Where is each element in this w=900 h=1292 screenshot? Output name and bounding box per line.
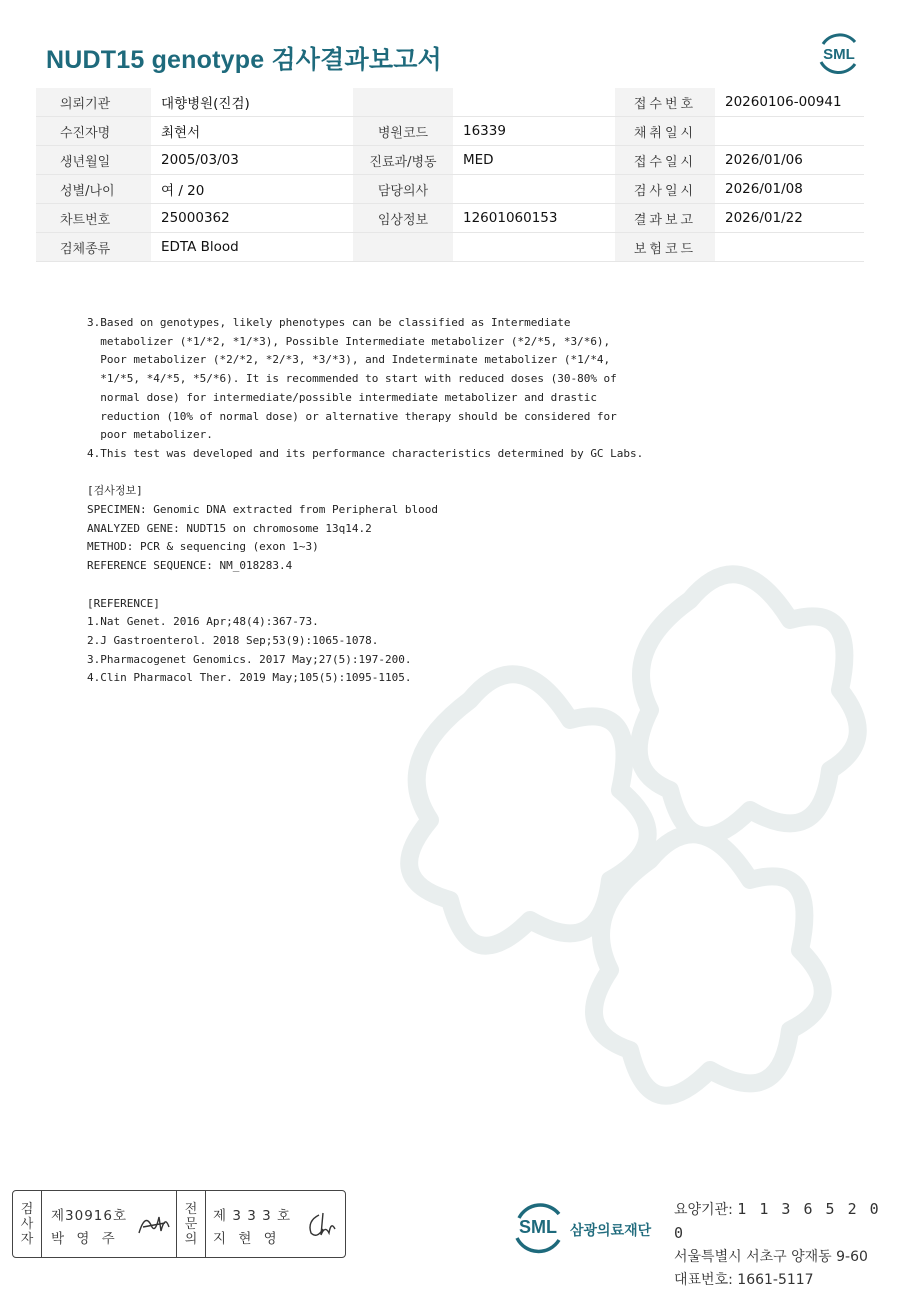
body-line: REFERENCE SEQUENCE: NM_018283.4 — [87, 559, 293, 573]
signature-stamp — [12, 1190, 346, 1258]
info-value — [453, 233, 615, 262]
info-value: MED — [453, 146, 615, 175]
info-row — [36, 146, 864, 175]
info-label: 접수번호 — [615, 88, 715, 117]
stamp-label-char: 검 — [20, 1201, 34, 1217]
sml-footer-logo-text: SML — [519, 1217, 557, 1237]
info-value — [715, 233, 864, 262]
info-value: 16339 — [453, 117, 615, 146]
foundation-name: 삼광의료재단 — [570, 1223, 652, 1239]
stamp-label-char: 전 — [184, 1201, 198, 1217]
body-line: ANALYZED GENE: NUDT15 on chromosome 13q14.2 — [87, 521, 372, 535]
body-line: 2.J Gastroenterol. 2018 Sep;53(9):1065-1078. — [87, 633, 379, 647]
body-line: [검사정보] — [87, 484, 143, 498]
body-line: metabolizer (*1/*2, *1/*3), Possible Intermediate metabolizer (*2/*5, *3/*6), — [87, 334, 611, 348]
info-row — [36, 233, 864, 262]
info-label: 의뢰기관 — [36, 88, 151, 117]
info-value: 여 / 20 — [151, 175, 353, 204]
body-line: Poor metabolizer (*2/*2, *2/*3, *3/*3), and Indeterminate metabolizer (*1/*4, — [87, 353, 611, 367]
body-line: *1/*5, *4/*5, *5/*6). It is recommended to start with reduced doses (30-80% of — [87, 372, 617, 386]
body-line — [87, 576, 727, 595]
stamp-label-char: 의 — [184, 1231, 198, 1247]
body-line — [87, 464, 727, 483]
body-line: 1.Nat Genet. 2016 Apr;48(4):367-73. — [87, 615, 319, 629]
info-label: 임상정보 — [353, 204, 453, 233]
info-value: 2005/03/03 — [151, 146, 353, 175]
body-line: 3.Based on genotypes, likely phenotypes can be classified as Intermediate — [87, 316, 571, 329]
info-label: 검사일시 — [615, 175, 715, 204]
info-value: 2026/01/22 — [715, 204, 864, 233]
patient-info-table — [36, 88, 864, 262]
report-title: NUDT15 genotype 검사결과보고서 — [46, 46, 442, 74]
info-label — [353, 88, 453, 117]
info-value — [453, 175, 615, 204]
info-value: 25000362 — [151, 204, 353, 233]
code-value: 1 1 3 6 5 2 0 0 — [674, 1200, 881, 1242]
inspector-signature — [135, 1205, 175, 1241]
info-value: 2026/01/06 — [715, 146, 864, 175]
info-label: 검체종류 — [36, 233, 151, 262]
info-value: 2026/01/08 — [715, 175, 864, 204]
info-row — [36, 117, 864, 146]
info-value: 최현서 — [151, 117, 353, 146]
phone-label: 대표번호: — [674, 1272, 733, 1288]
inspector-name: 박 영 주 — [51, 1231, 119, 1247]
specialist-name: 지 현 영 — [213, 1231, 281, 1247]
body-line: normal dose) for intermediate/possible intermediate metabolizer and drastic — [87, 390, 597, 404]
info-label: 수진자명 — [36, 117, 151, 146]
info-value — [453, 88, 615, 117]
body-line: reduction (10% of normal dose) or alternative therapy should be considered for — [87, 409, 617, 423]
body-line: 4.This test was developed and its performance characteristics determined by GC Labs. — [87, 446, 644, 460]
info-label: 생년월일 — [36, 146, 151, 175]
info-label: 결과보고 — [615, 204, 715, 233]
info-row — [36, 204, 864, 233]
info-value: 20260106-00941 — [715, 88, 864, 117]
stamp-label-char: 문 — [184, 1216, 198, 1232]
body-line: [REFERENCE] — [87, 596, 160, 610]
info-label: 접수일시 — [615, 146, 715, 175]
info-label: 병원코드 — [353, 117, 453, 146]
specialist-label — [176, 1191, 206, 1257]
info-value: EDTA Blood — [151, 233, 353, 262]
code-label: 요양기관: — [674, 1202, 733, 1218]
report-body — [87, 314, 727, 688]
body-line: 4.Clin Pharmacol Ther. 2019 May;105(5):1095-1105. — [87, 671, 412, 685]
stamp-label-char: 자 — [20, 1231, 34, 1247]
info-label: 성별/나이 — [36, 175, 151, 204]
info-label: 차트번호 — [36, 204, 151, 233]
info-row — [36, 175, 864, 204]
specialist-signature — [305, 1207, 341, 1241]
info-label: 담당의사 — [353, 175, 453, 204]
phone-value: 1661-5117 — [737, 1272, 814, 1288]
address: 서울특별시 서초구 양재동 9-60 — [674, 1249, 868, 1265]
sml-logo — [815, 30, 863, 76]
inspector-label — [13, 1191, 42, 1257]
info-label: 채취일시 — [615, 117, 715, 146]
body-line: poor metabolizer. — [87, 428, 213, 442]
specialist-license: 제 3 3 3 호 — [213, 1208, 292, 1224]
body-line: METHOD: PCR & sequencing (exon 1~3) — [87, 540, 319, 554]
info-value — [715, 117, 864, 146]
body-line: 3.Pharmacogenet Genomics. 2017 May;27(5):197-200. — [87, 652, 412, 666]
info-label — [353, 233, 453, 262]
info-value: 대향병원(진검) — [151, 88, 353, 117]
info-label: 보험코드 — [615, 233, 715, 262]
sml-logo-text: SML — [823, 46, 855, 63]
footer-info — [674, 1198, 900, 1292]
info-row — [36, 88, 864, 117]
sml-footer-logo — [510, 1198, 568, 1256]
stamp-label-char: 사 — [20, 1216, 34, 1232]
info-value: 12601060153 — [453, 204, 615, 233]
info-label: 진료과/병동 — [353, 146, 453, 175]
inspector-license: 제30916호 — [51, 1208, 128, 1224]
body-line: SPECIMEN: Genomic DNA extracted from Peripheral blood — [87, 503, 438, 517]
